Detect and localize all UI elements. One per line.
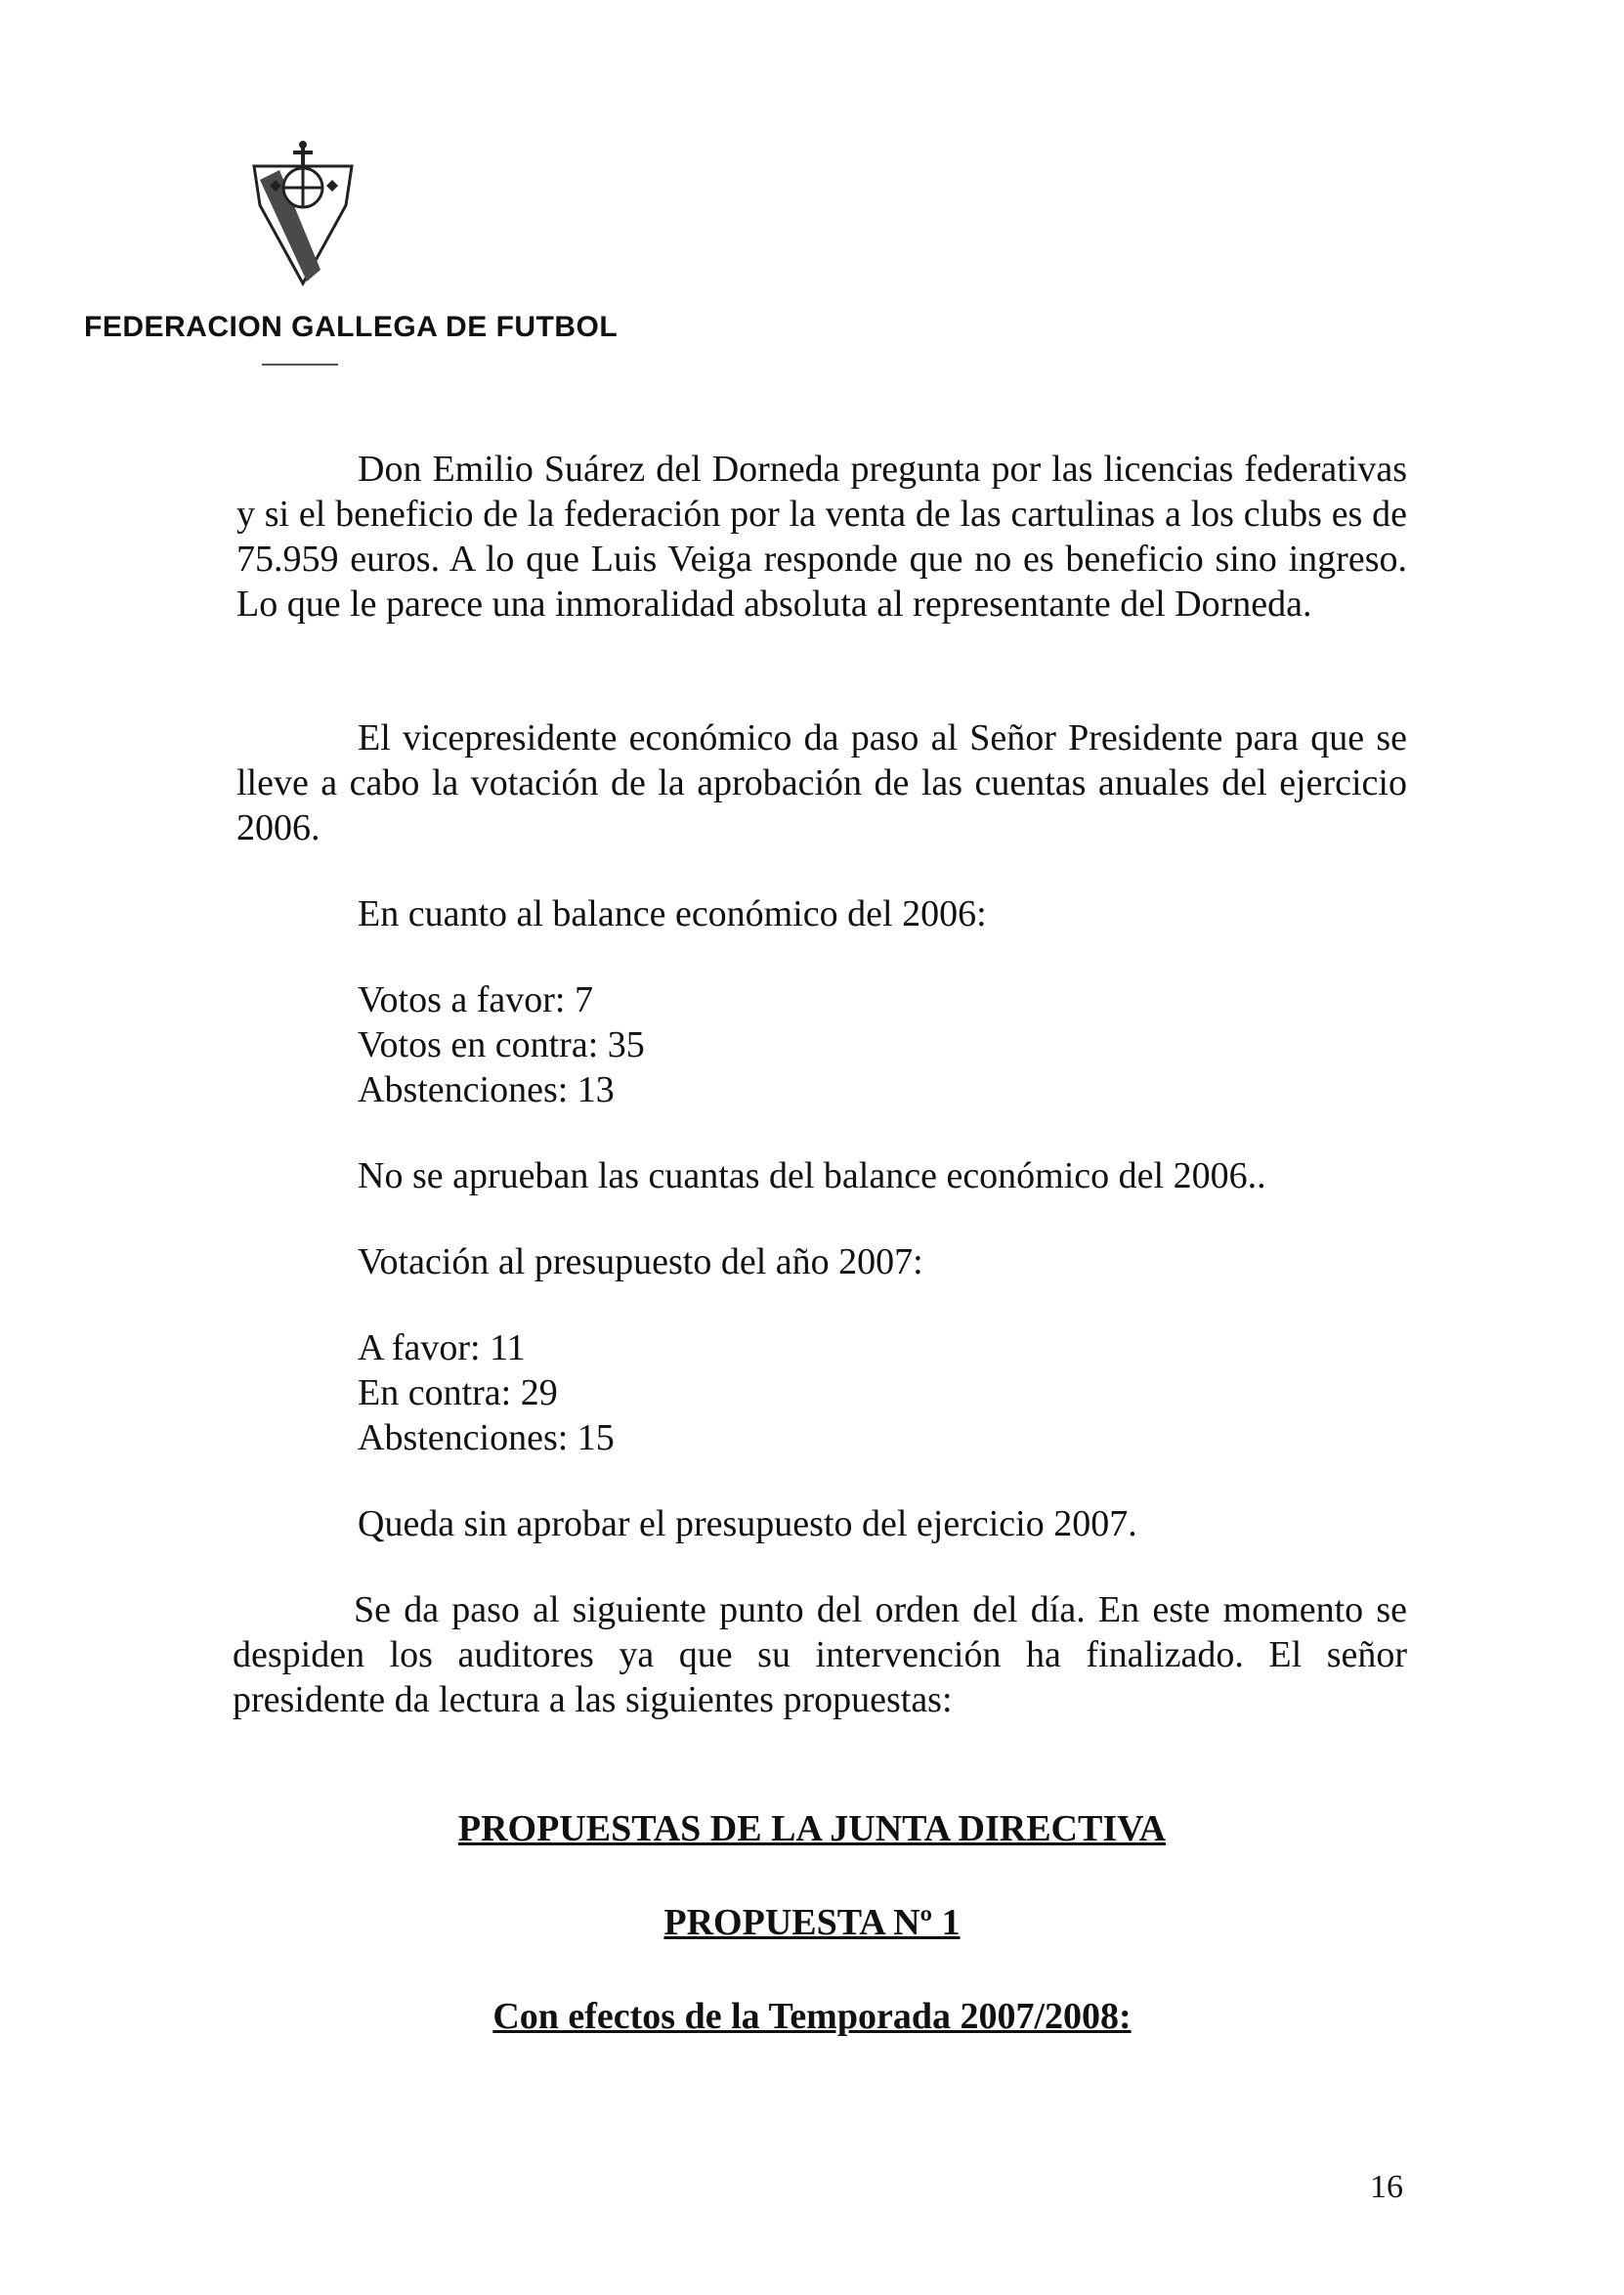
page-number: 16	[1370, 2169, 1403, 2205]
balance-votes-abstenciones: Abstenciones: 13	[358, 1069, 615, 1110]
organization-name: FEDERACION GALLEGA DE FUTBOL	[84, 311, 619, 343]
balance-result: No se aprueban las cuantas del balance económico del 2006..	[358, 1155, 1266, 1196]
balance-votes-favor: Votos a favor: 7	[358, 979, 593, 1020]
heading-propuesta-1: PROPUESTA Nº 1	[663, 1902, 961, 1943]
budget-result: Queda sin aprobar el presupuesto del ejercicio 2007.	[358, 1503, 1137, 1544]
federation-logo	[244, 137, 362, 293]
paragraph-votacion-cuentas: El vicepresidente económico da paso al Señor Presidente para que se lleve a cabo la votación de la aprobación de las cuentas anuales del ejercicio 2006.	[236, 717, 1407, 848]
budget-votes-contra: En contra: 29	[358, 1372, 558, 1413]
header-divider	[262, 364, 338, 366]
balance-intro: En cuanto al balance económico del 2006:	[358, 893, 987, 934]
budget-votes-abstenciones: Abstenciones: 15	[358, 1417, 615, 1458]
heading-temporada: Con efectos de la Temporada 2007/2008:	[492, 1996, 1132, 2037]
paragraph-propuestas-intro: Se da paso al siguiente punto del orden del día. En este momento se despiden los auditores ya que su intervención ha finalizado. El señor presidente da lectura a las siguientes propuestas:	[233, 1589, 1407, 1720]
balance-votes-contra: Votos en contra: 35	[358, 1024, 645, 1065]
heading-propuestas-junta: PROPUESTAS DE LA JUNTA DIRECTIVA	[457, 1808, 1167, 1849]
budget-votes-favor: A favor: 11	[358, 1327, 526, 1368]
paragraph-licencias: Don Emilio Suárez del Dorneda pregunta por las licencias federativas y si el beneficio de la federación por la venta de las cartulinas a los clubs es de 75.959 euros. A lo que Luis Veiga responde que no es beneficio sino ingreso. Lo que le parece una inmoralidad absoluta al representante del Dorneda.	[236, 449, 1407, 625]
shield-cross-emblem-icon	[244, 137, 362, 293]
budget-intro: Votación al presupuesto del año 2007:	[358, 1241, 923, 1282]
